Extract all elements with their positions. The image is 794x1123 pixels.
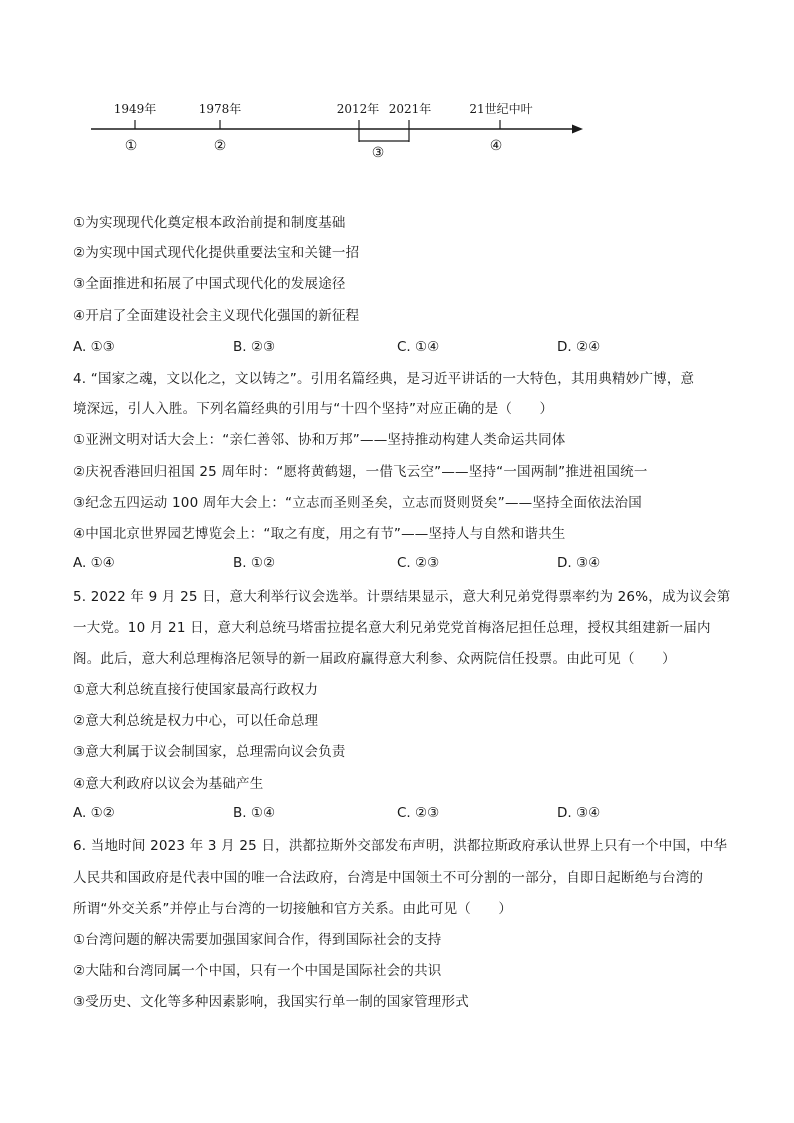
- year-label-mid-century: 21世纪中叶: [469, 102, 533, 116]
- q5-item-4: ④意大利政府以议会为基础产生: [73, 776, 264, 792]
- year-label-1949: 1949年: [113, 102, 157, 116]
- year-label-2021: 2021年: [388, 102, 432, 116]
- q4-item-3: ③纪念五四运动 100 周年大会上：“立志而圣则圣矣，立志而贤则贤矣”——坚持全面依法治国: [73, 495, 642, 511]
- q3-option-c: C. ①④: [397, 339, 440, 355]
- q4-option-b: B. ①②: [233, 555, 276, 571]
- q5-item-1: ①意大利总统直接行使国家最高行政权力: [73, 682, 319, 698]
- q3-option-d: D. ②④: [557, 339, 601, 355]
- q5-option-b: B. ①④: [233, 805, 276, 821]
- q5-item-2: ②意大利总统是权力中心，可以任命总理: [73, 713, 319, 729]
- period-mark-2: ②: [213, 138, 227, 154]
- period-mark-3: ③: [371, 145, 385, 161]
- q4-option-a: A. ①④: [73, 555, 115, 571]
- period-mark-1: ①: [124, 138, 138, 154]
- q5-stem-line-3: 阁。此后，意大利总理梅洛尼领导的新一届政府赢得意大利参、众两院信任投票。由此可见（ ）: [73, 651, 676, 667]
- q6-item-1: ①台湾问题的解决需要加强国家间合作，得到国际社会的支持: [73, 932, 442, 948]
- q5-stem-line-2: 一大党。10 月 21 日，意大利总统马塔雷拉提名意大利兄弟党党首梅洛尼担任总理，授权其组建新一届内: [73, 620, 711, 636]
- q5-stem-line-1: 5. 2022 年 9 月 25 日，意大利举行议会选举。计票结果显示，意大利兄弟党得票率约为 26%，成为议会第: [73, 589, 731, 605]
- q4-stem-line-2: 境深远，引人入胜。下列名篇经典的引用与“十四个坚持”对应正确的是（ ）: [73, 401, 554, 417]
- q6-stem-line-2: 人民共和国政府是代表中国的唯一合法政府，台湾是中国领土不可分割的一部分，自即日起断绝与台湾的: [73, 870, 704, 886]
- q3-item-4: ④开启了全面建设社会主义现代化强国的新征程: [73, 308, 360, 324]
- q4-item-2: ②庆祝香港回归祖国 25 周年时：“愿将黄鹤翅，一借飞云空”——坚持“一国两制”推进祖国统一: [73, 464, 648, 480]
- q3-item-2: ②为实现中国式现代化提供重要法宝和关键一招: [73, 245, 360, 261]
- q3-option-b: B. ②③: [233, 339, 276, 355]
- q3-option-a: A. ①③: [73, 339, 115, 355]
- q5-option-d: D. ③④: [557, 805, 601, 821]
- q5-option-c: C. ②③: [397, 805, 440, 821]
- timeline-diagram: [0, 0, 794, 180]
- q3-item-3: ③全面推进和拓展了中国式现代化的发展途径: [73, 276, 346, 292]
- q6-stem-line-1: 6. 当地时间 2023 年 3 月 25 日，洪都拉斯外交部发布声明，洪都拉斯政府承认世界上只有一个中国，中华: [73, 838, 728, 854]
- q6-item-2: ②大陆和台湾同属一个中国，只有一个中国是国际社会的共识: [73, 963, 442, 979]
- q4-option-d: D. ③④: [557, 555, 601, 571]
- period-mark-4: ④: [489, 138, 503, 154]
- timeline-arrowhead: [572, 125, 583, 134]
- year-label-2012: 2012年: [336, 102, 380, 116]
- year-label-1978: 1978年: [198, 102, 242, 116]
- q4-option-c: C. ②③: [397, 555, 440, 571]
- q3-item-1: ①为实现现代化奠定根本政治前提和制度基础: [73, 215, 346, 231]
- q4-item-1: ①亚洲文明对话大会上：“亲仁善邻、协和万邦”——坚持推动构建人类命运共同体: [73, 432, 566, 448]
- q5-option-a: A. ①②: [73, 805, 115, 821]
- q6-item-3: ③受历史、文化等多种因素影响，我国实行单一制的国家管理形式: [73, 994, 469, 1010]
- q6-stem-line-3: 所谓“外交关系”并停止与台湾的一切接触和官方关系。由此可见（ ）: [73, 901, 513, 917]
- q5-item-3: ③意大利属于议会制国家，总理需向议会负责: [73, 744, 346, 760]
- q4-stem-line-1: 4. “国家之魂，文以化之，文以铸之”。引用名篇经典，是习近平讲话的一大特色，其用典精妙广博，意: [73, 371, 695, 387]
- q4-item-4: ④中国北京世界园艺博览会上：“取之有度，用之有节”——坚持人与自然和谐共生: [73, 526, 566, 542]
